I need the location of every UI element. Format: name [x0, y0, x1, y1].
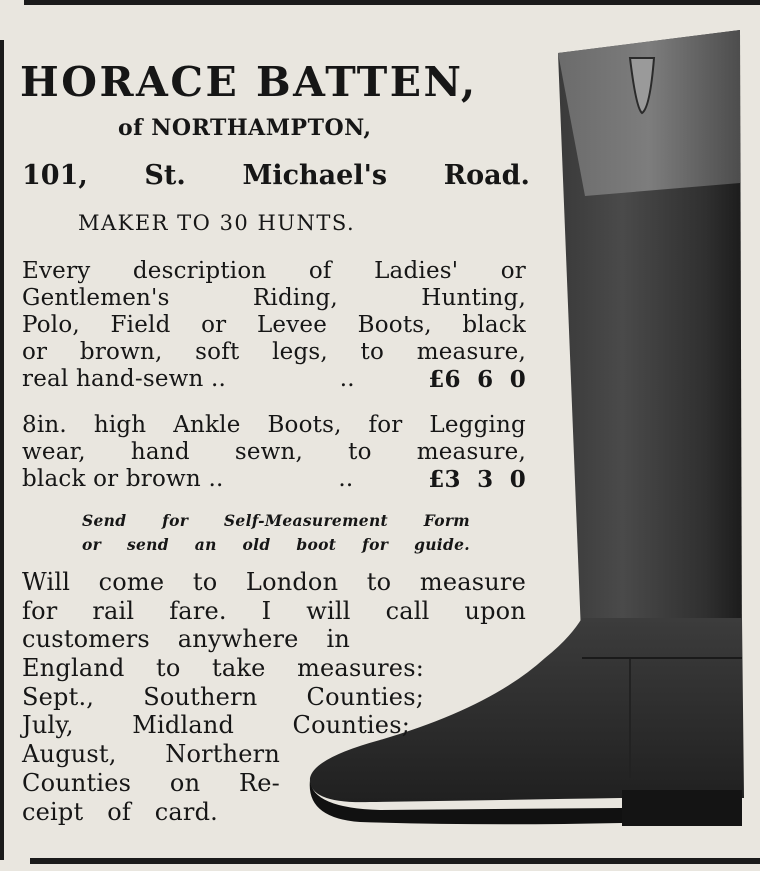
- price-amount: £6 6 0: [428, 366, 526, 393]
- text-line: wear, hand sewn, to measure,: [22, 439, 526, 465]
- bottom-border-rule: [30, 858, 760, 864]
- ankle-boots-paragraph: [22, 412, 526, 493]
- text-line: Counties on Re-: [22, 768, 280, 797]
- note-line: or send an old boot for guide.: [82, 535, 470, 554]
- town-subheading: of NORTHAMPTON,: [118, 115, 372, 141]
- text-line: customers anywhere in: [22, 625, 350, 654]
- price-leader-dots: ..: [338, 466, 354, 492]
- text-line: Polo, Field or Levee Boots, black: [22, 312, 526, 338]
- text-line: or brown, soft legs, to measure,: [22, 339, 526, 365]
- text-line: for rail fare. I will call upon: [22, 596, 526, 625]
- maker-tagline: MAKER TO 30 HUNTS.: [78, 211, 356, 235]
- price-line: [22, 466, 526, 493]
- address-word: Road.: [443, 160, 530, 191]
- left-border-rule: [0, 40, 4, 860]
- note-line: Send for Self-Measurement Form: [82, 511, 470, 530]
- address-word: Michael's: [242, 160, 388, 191]
- top-border-rule: [24, 0, 760, 5]
- text-line: England to take measures:: [22, 654, 424, 683]
- price-item-text: black or brown ..: [22, 466, 224, 492]
- text-line: ceipt of card.: [22, 797, 218, 826]
- address-word: St.: [144, 160, 186, 191]
- text-line: Gentlemen's Riding, Hunting,: [22, 285, 526, 311]
- text-line: Sept., Southern Counties;: [22, 682, 424, 711]
- text-line: July, Midland Counties;: [22, 711, 410, 740]
- price-item-text: real hand-sewn ..: [22, 366, 227, 392]
- street-address: [22, 160, 530, 191]
- address-word: 101,: [22, 160, 88, 191]
- text-line: Every description of Ladies' or: [22, 258, 526, 284]
- price-amount: £3 3 0: [428, 466, 526, 493]
- riding-boots-paragraph: [22, 258, 526, 393]
- text-line: 8in. high Ankle Boots, for Legging: [22, 412, 526, 438]
- maker-name-heading: HORACE BATTEN,: [20, 58, 478, 106]
- price-leader-dots: ..: [339, 366, 355, 392]
- text-line: August, Northern: [22, 740, 280, 769]
- text-line: Will come to London to measure: [22, 568, 526, 596]
- price-line: [22, 366, 526, 393]
- london-visit-paragraph: [22, 568, 526, 826]
- measurement-note: [82, 509, 470, 557]
